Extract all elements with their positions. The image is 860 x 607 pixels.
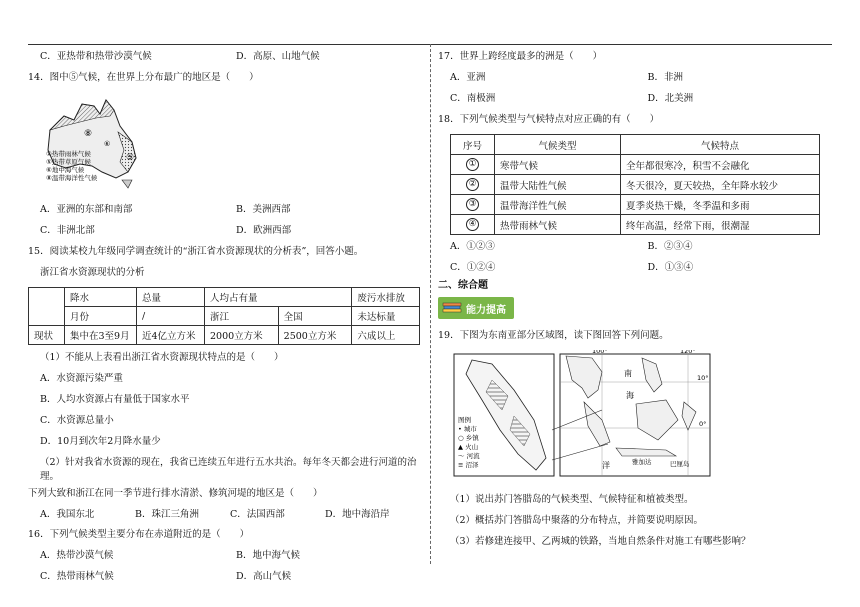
- legend-swamp: ≡ 沼泽: [458, 461, 479, 469]
- row-feature: 夏季炎热干燥，冬季温和多雨: [621, 195, 820, 215]
- option-c[interactable]: C．亚热带和热带沙漠气候: [40, 51, 152, 62]
- table-row: [451, 215, 820, 235]
- q15-sub2-options: [28, 508, 420, 522]
- lat-10: 10°: [697, 374, 709, 382]
- climate-table: [450, 134, 820, 235]
- q15-stem: 15．阅读某校九年级同学调查统计的“浙江省水资源现状的分析表”，回答小题。: [28, 246, 364, 257]
- option-a[interactable]: A．热带沙漠气候: [40, 550, 114, 561]
- row-type: 寒带气候: [495, 155, 621, 175]
- q19-sub2: （2）概括苏门答腊岛中聚落的分布特点，并简要说明原因。: [450, 515, 704, 526]
- q15-sub2-line1: （2）针对我省水资源的现在，我省已连续五年进行五水共治。每年冬天都会进行河道的治理。: [40, 457, 417, 482]
- table-row: [451, 195, 820, 215]
- q16-options-ab: [28, 549, 420, 563]
- q16-options-cd: [28, 570, 420, 584]
- q16-stem: 16．下列气候类型主要分布在赤道附近的是（ ）: [28, 529, 250, 540]
- option-d[interactable]: D．地中海沿岸: [325, 509, 390, 520]
- q15-table-title: 浙江省水资源现状的分析: [40, 267, 145, 278]
- cell-wastewater: 六成以上: [352, 326, 420, 345]
- cell-national: 2500立方米: [278, 326, 352, 345]
- th-climate-type: 气候类型: [495, 135, 621, 155]
- q13-options: [28, 50, 420, 64]
- badge-label: 能力提高: [466, 304, 506, 316]
- q19-sub1: （1）说出苏门答腊岛的气候类型、气候特征和植被类型。: [450, 494, 694, 505]
- row-feature: 冬天很冷，夏天较热，全年降水较少: [621, 175, 820, 195]
- table-row: [451, 155, 820, 175]
- legend-river: ～ 河流: [458, 452, 480, 460]
- books-icon: [442, 301, 462, 315]
- lon-100: 100°: [592, 350, 608, 355]
- option-d[interactable]: D．10月到次年2月降水量少: [40, 436, 161, 447]
- q18-options-ab: [438, 240, 833, 254]
- option-a[interactable]: A．亚洲: [450, 72, 486, 83]
- legend-city: • 城市: [458, 425, 477, 433]
- legend-4: ⑧温带海洋性气候: [46, 174, 98, 182]
- q19-stem: 19．下图为东南亚部分区域图，读下图回答下列问题。: [438, 330, 669, 341]
- option-d[interactable]: D．欧洲西部: [236, 225, 292, 236]
- q18-stem: 18．下列气候类型与气候特点对应正确的有（ ）: [438, 114, 660, 125]
- option-a[interactable]: A．亚洲的东部和南部: [40, 204, 133, 215]
- th-total: 总量: [137, 288, 205, 307]
- southeast-asia-map-figure: [452, 350, 712, 482]
- row-label: 现状: [29, 326, 65, 345]
- th-zhejiang: 浙江: [205, 307, 279, 326]
- q19-sub3: （3）若修建连接甲、乙两城的铁路，当地自然条件对施工有哪些影响？: [450, 536, 751, 547]
- water-resource-table: [28, 287, 420, 345]
- option-c[interactable]: C．南极洲: [450, 93, 496, 104]
- label-south: 南: [624, 369, 632, 378]
- label-bali: 巴厘岛: [670, 460, 690, 468]
- legend-1: ①热带雨林气候: [46, 150, 91, 158]
- q17-stem: 17．世界上跨经度最多的洲是（ ）: [438, 51, 603, 62]
- cell-zhejiang: 2000立方米: [205, 326, 279, 345]
- lat-0: 0°: [699, 420, 707, 428]
- lon-120: 120°: [680, 350, 696, 355]
- legend-3: ⑥地中海气候: [46, 166, 85, 174]
- column-divider: [430, 44, 431, 564]
- q15-sub1: （1）不能从上表看出浙江省水资源现状特点的是（ ）: [40, 352, 284, 363]
- legend-town: ○ 乡镇: [458, 434, 479, 442]
- left-column: [28, 50, 420, 591]
- cell-total: 近4亿立方米: [137, 326, 205, 345]
- option-c[interactable]: C．①②④: [450, 262, 496, 273]
- row-type: 温带海洋性气候: [495, 195, 621, 215]
- th-climate-feature: 气候特点: [621, 135, 820, 155]
- th-slash: /: [137, 307, 205, 326]
- q17-options-ab: [438, 71, 833, 85]
- th-unqualified: 未达标量: [352, 307, 420, 326]
- option-b[interactable]: B．非洲: [647, 72, 683, 83]
- row-index: ④: [466, 218, 479, 231]
- q14-options-cd: [28, 224, 420, 238]
- option-c[interactable]: C．热带雨林气候: [40, 571, 114, 582]
- australia-map: [28, 92, 420, 195]
- option-d[interactable]: D．北美洲: [647, 93, 694, 104]
- section-title: 二、综合题: [438, 280, 488, 291]
- label-jakarta: 雅加达: [632, 458, 652, 466]
- option-d[interactable]: D．高原、山地气候: [236, 51, 320, 62]
- row-feature: 全年都很寒冷，积雪不会融化: [621, 155, 820, 175]
- option-b[interactable]: B．美洲西部: [236, 204, 291, 215]
- q17-options-cd: [438, 92, 833, 106]
- option-b[interactable]: B．人均水资源占有量低于国家水平: [40, 394, 190, 405]
- legend-title: 图例: [458, 416, 471, 424]
- label-sea: 海: [626, 391, 634, 400]
- option-b[interactable]: B．地中海气候: [236, 550, 300, 561]
- th-index: 序号: [451, 135, 495, 155]
- option-c[interactable]: C．法国西部: [230, 509, 285, 520]
- th-wastewater: 废污水排放: [352, 288, 420, 307]
- map-label-6: ⑥: [104, 140, 111, 148]
- ability-badge: [438, 297, 514, 319]
- row-feature: 终年高温，经常下雨，很潮湿: [621, 215, 820, 235]
- right-column: [438, 50, 833, 556]
- row-index: ③: [466, 198, 479, 211]
- option-c[interactable]: C．水资源总量小: [40, 415, 114, 426]
- option-b[interactable]: B．珠江三角洲: [135, 509, 199, 520]
- option-d[interactable]: D．①③④: [647, 262, 694, 273]
- option-c[interactable]: C．非洲北部: [40, 225, 95, 236]
- q18-options-cd: [438, 261, 833, 275]
- th-per-capita: 人均占有量: [205, 288, 352, 307]
- australia-map-figure: [40, 92, 155, 192]
- option-b[interactable]: B．②③④: [647, 241, 693, 252]
- legend-2: ⑤热带草原气候: [46, 158, 91, 166]
- row-index: ①: [466, 158, 479, 171]
- q14-stem: 14．图中⑤气候，在世界上分布最广的地区是（ ）: [28, 72, 259, 83]
- option-a[interactable]: A．水资源污染严重: [40, 373, 123, 384]
- option-a[interactable]: A．①②③: [450, 241, 495, 252]
- table-row: [451, 175, 820, 195]
- map-label-5: ⑤: [126, 153, 135, 163]
- southeast-asia-map: [438, 350, 833, 485]
- map-label-8: ⑧: [84, 129, 93, 139]
- row-type: 温带大陆性气候: [495, 175, 621, 195]
- cell-precip: 集中在3至9月: [65, 326, 137, 345]
- label-ocean: 洋: [602, 461, 610, 470]
- legend-volcano: ▲ 火山: [458, 443, 479, 451]
- th-national: 全国: [278, 307, 352, 326]
- q14-options-ab: [28, 203, 420, 217]
- th-month: 月份: [65, 307, 137, 326]
- q15-sub2-line2: 下列大致和浙江在同一季节进行排水清淤、修筑河堤的地区是（ ）: [28, 488, 323, 499]
- th-precip: 降水: [65, 288, 137, 307]
- option-a[interactable]: A．我国东北: [40, 509, 95, 520]
- option-d[interactable]: D．高山气候: [236, 571, 292, 582]
- row-type: 热带雨林气候: [495, 215, 621, 235]
- row-index: ②: [466, 178, 479, 191]
